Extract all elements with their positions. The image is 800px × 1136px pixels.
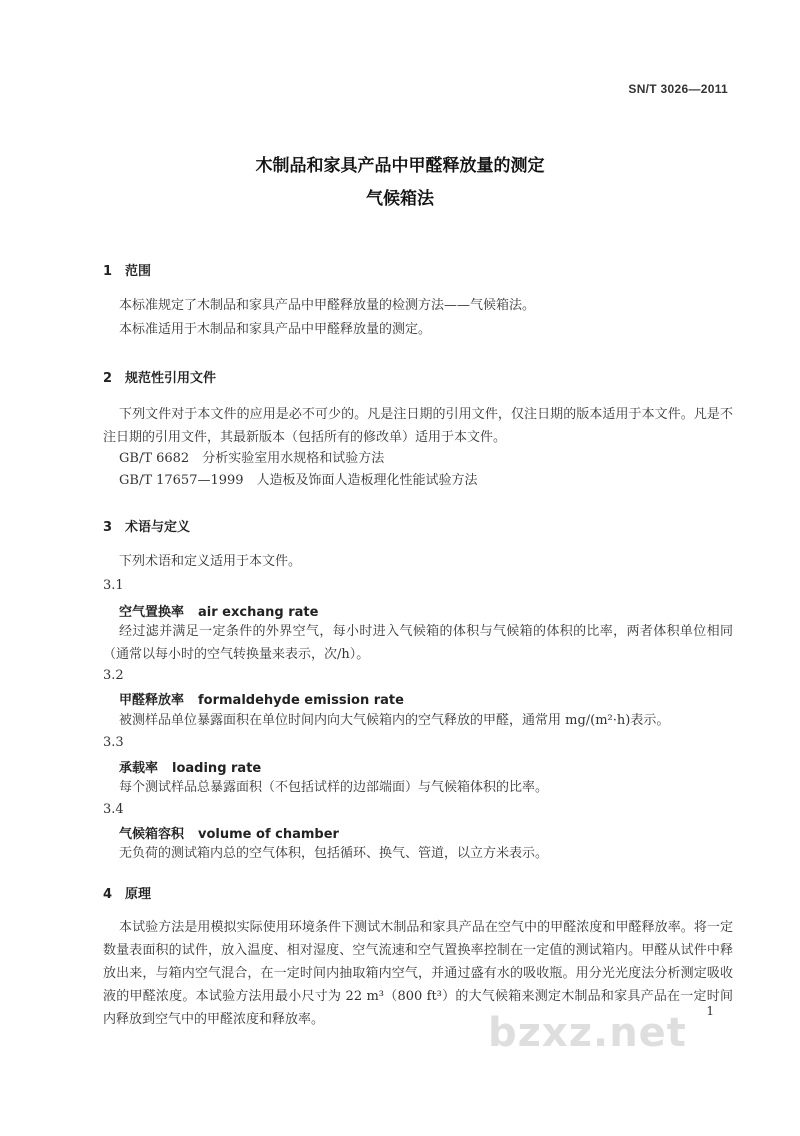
scope-paragraph-2: 本标准适用于木制品和家具产品中甲醛释放量的测定。	[119, 322, 432, 337]
term-en: loading rate	[172, 761, 262, 776]
document-title: 木制品和家具产品中甲醛释放量的测定	[255, 156, 545, 176]
normative-references-paragraph: 下列文件对于本文件的应用是必不可少的。凡是注日期的引用文件，仅注日期的版本适用于本文件。凡是不注日期的引用文件，其最新版本（包括所有的修改单）适用于本文件。	[103, 407, 733, 445]
terms-intro: 下列术语和定义适用于本文件。	[119, 554, 302, 569]
section-title: 原理	[125, 887, 152, 902]
section-heading-scope	[103, 260, 151, 279]
section-number: 3	[103, 520, 113, 535]
term-en: formaldehyde emission rate	[198, 693, 404, 708]
reference-gb-t-17657: GB/T 17657—1999 人造板及饰面人造板理化性能试验方法	[119, 473, 478, 488]
term-air-exchange-rate	[119, 601, 318, 620]
section-title: 规范性引用文件	[125, 371, 217, 386]
clause-number: 3.4	[103, 802, 124, 817]
principle-paragraph: 本试验方法是用模拟实际使用环境条件下测试木制品和家具产品在空气中的甲醛浓度和甲醛释放率。将一定数量表面积的试件，放入温度、相对湿度、空气流速和空气置换率控制在一定值的测试箱内。甲醛从试件中释放出来，与箱内空气混合，在一定时间内抽取箱内空气，并通过盛有水的吸收瓶。用分光光度法分析测定吸收液的甲醛浓度。本试验方法用最小尺寸为 22 m³（800 ft³）的大气候箱来测定木制品和家具产品在一定时间内释放到空气中的甲醛浓度和释放率。	[103, 920, 733, 1027]
section-number: 4	[103, 887, 113, 902]
term-volume-of-chamber	[119, 823, 339, 842]
section-heading-normative-references	[103, 367, 216, 386]
document-subtitle: 气候箱法	[366, 189, 434, 209]
section-heading-principle	[103, 883, 151, 902]
watermark: bzxz.net	[488, 1010, 687, 1056]
term-definition: 经过滤并满足一定条件的外界空气，每小时进入气候箱的体积与气候箱的体积的比率，两者体积单位相同（通常以每小时的空气转换量来表示，次/h）。	[103, 624, 733, 662]
clause-number: 3.2	[103, 668, 124, 683]
page-number: 1	[706, 1004, 714, 1018]
scope-paragraph-1: 本标准规定了木制品和家具产品中甲醛释放量的检测方法——气候箱法。	[119, 298, 536, 313]
section-number: 1	[103, 264, 113, 279]
standard-code: SN/T 3026—2011	[628, 82, 728, 96]
term-en: air exchang rate	[198, 605, 319, 620]
term-definition: 无负荷的测试箱内总的空气体积，包括循环、换气、管道，以立方米表示。	[119, 846, 549, 861]
term-zh: 甲醛释放率	[119, 693, 185, 708]
term-loading-rate	[119, 757, 261, 776]
section-number: 2	[103, 371, 113, 386]
clause-number: 3.1	[103, 578, 124, 593]
term-en: volume of chamber	[198, 827, 339, 842]
term-zh: 空气置换率	[119, 605, 185, 620]
section-heading-terms	[103, 516, 190, 535]
term-formaldehyde-emission-rate	[119, 689, 404, 708]
reference-gb-t-6682: GB/T 6682 分析实验室用水规格和试验方法	[119, 451, 385, 466]
term-definition: 被测样品单位暴露面积在单位时间内向大气候箱内的空气释放的甲醛，通常用 mg/(m²·h)表示。	[119, 713, 670, 728]
term-zh: 承载率	[119, 761, 159, 776]
term-definition: 每个测试样品总暴露面积（不包括试样的边部端面）与气候箱体积的比率。	[119, 780, 549, 795]
clause-number: 3.3	[103, 735, 124, 750]
term-zh: 气候箱容积	[119, 827, 185, 842]
section-title: 范围	[125, 264, 152, 279]
section-title: 术语与定义	[125, 520, 191, 535]
